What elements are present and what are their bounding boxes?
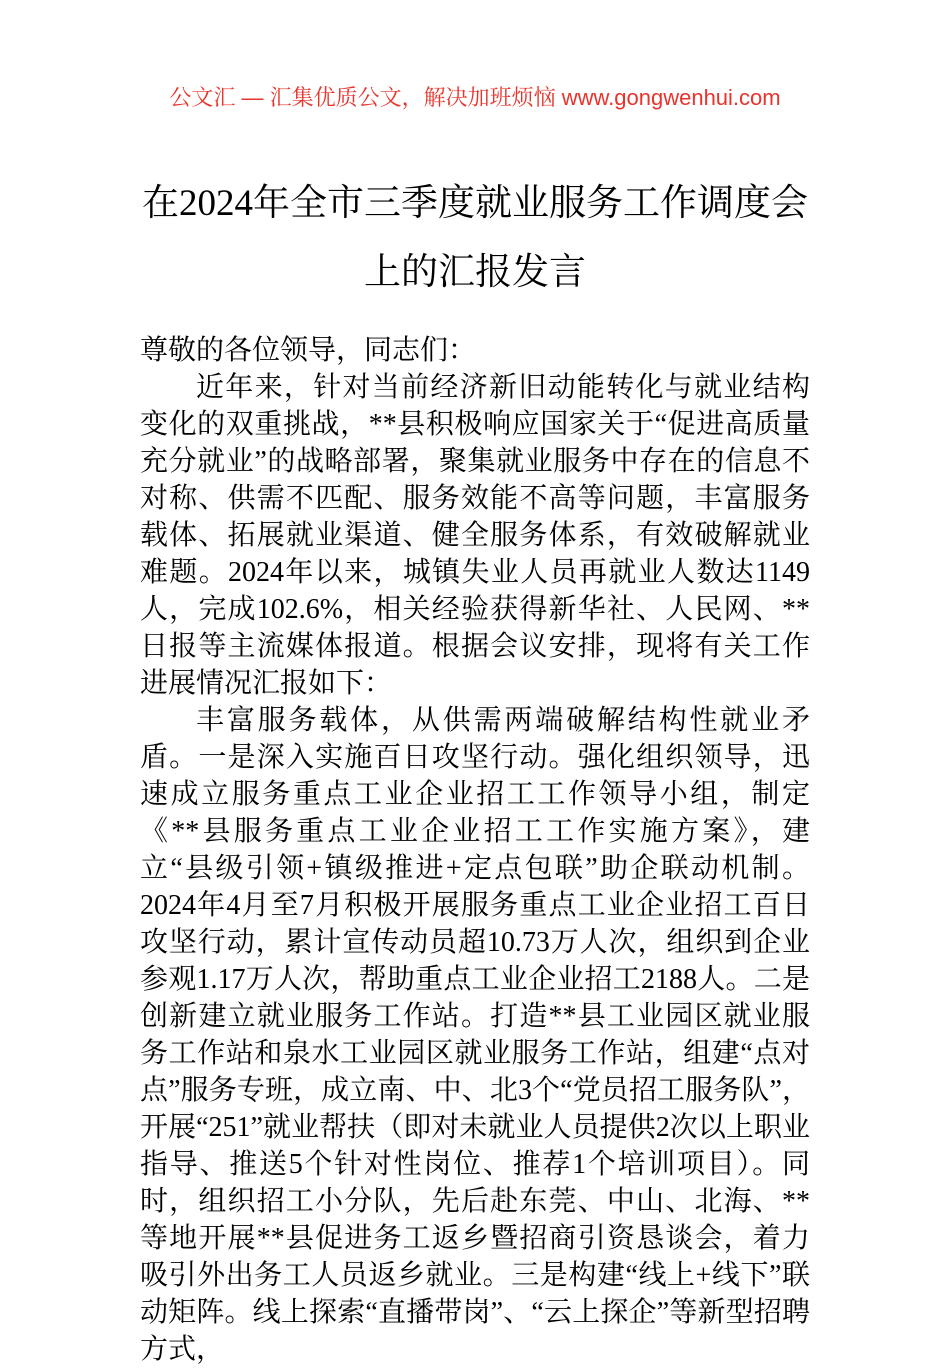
paragraph-intro: 近年来，针对当前经济新旧动能转化与就业结构变化的双重挑战，**县积极响应国家关于“促进高质量充分就业”的战略部署，聚集就业服务中存在的信息不对称、供需不匹配、服务效能不高等问题，丰富服务载体、拓展就业渠道、健全服务体系，有效破解就业难题。2024年以来，城镇失业人员再就业人数达1149人，完成102.6%，相关经验获得新华社、人民网、**日报等主流媒体报道。根据会议安排，现将有关工作进展情况汇报如下： [140, 372, 810, 699]
doc-title-line-2: 上的汇报发言 [364, 252, 586, 293]
salutation: 尊敬的各位领导，同志们： [140, 335, 477, 366]
document-body [140, 332, 810, 1368]
doc-title [115, 169, 835, 307]
doc-title-line-1: 在2024年全市三季度就业服务工作调度会 [142, 183, 808, 224]
paragraph-section-1: 丰富服务载体，从供需两端破解结构性就业矛盾。一是深入实施百日攻坚行动。强化组织领导，迅速成立服务重点工业企业招工工作领导小组，制定《**县服务重点工业企业招工工作实施方案》，建立“县级引领+镇级推进+定点包联”助企联动机制。2024年4月至7月积极开展服务重点工业企业招工百日攻坚行动，累计宣传动员超10.73万人次，组织到企业参观1.17万人次，帮助重点工业企业招工2188人。二是创新建立就业服务工作站。打造**县工业园区就业服务工作站和泉水工业园区就业服务工作站，组建“点对点”服务专班，成立南、中、北3个“党员招工服务队”，开展“251”就业帮扶（即对未就业人员提供2次以上职业指导、推送5个针对性岗位、推荐1个培训项目）。同时，组织招工小分队，先后赴东莞、中山、北海、**等地开展**县促进务工返乡暨招商引资恳谈会，着力吸引外出务工人员返乡就业。三是构建“线上+线下”联动矩阵。线上探索“直播带岗”、“云上探企”等新型招聘方式， [140, 705, 810, 1365]
site-watermark: 公文汇 — 汇集优质公文，解决加班烦恼 www.gongwenhui.com [169, 85, 781, 110]
